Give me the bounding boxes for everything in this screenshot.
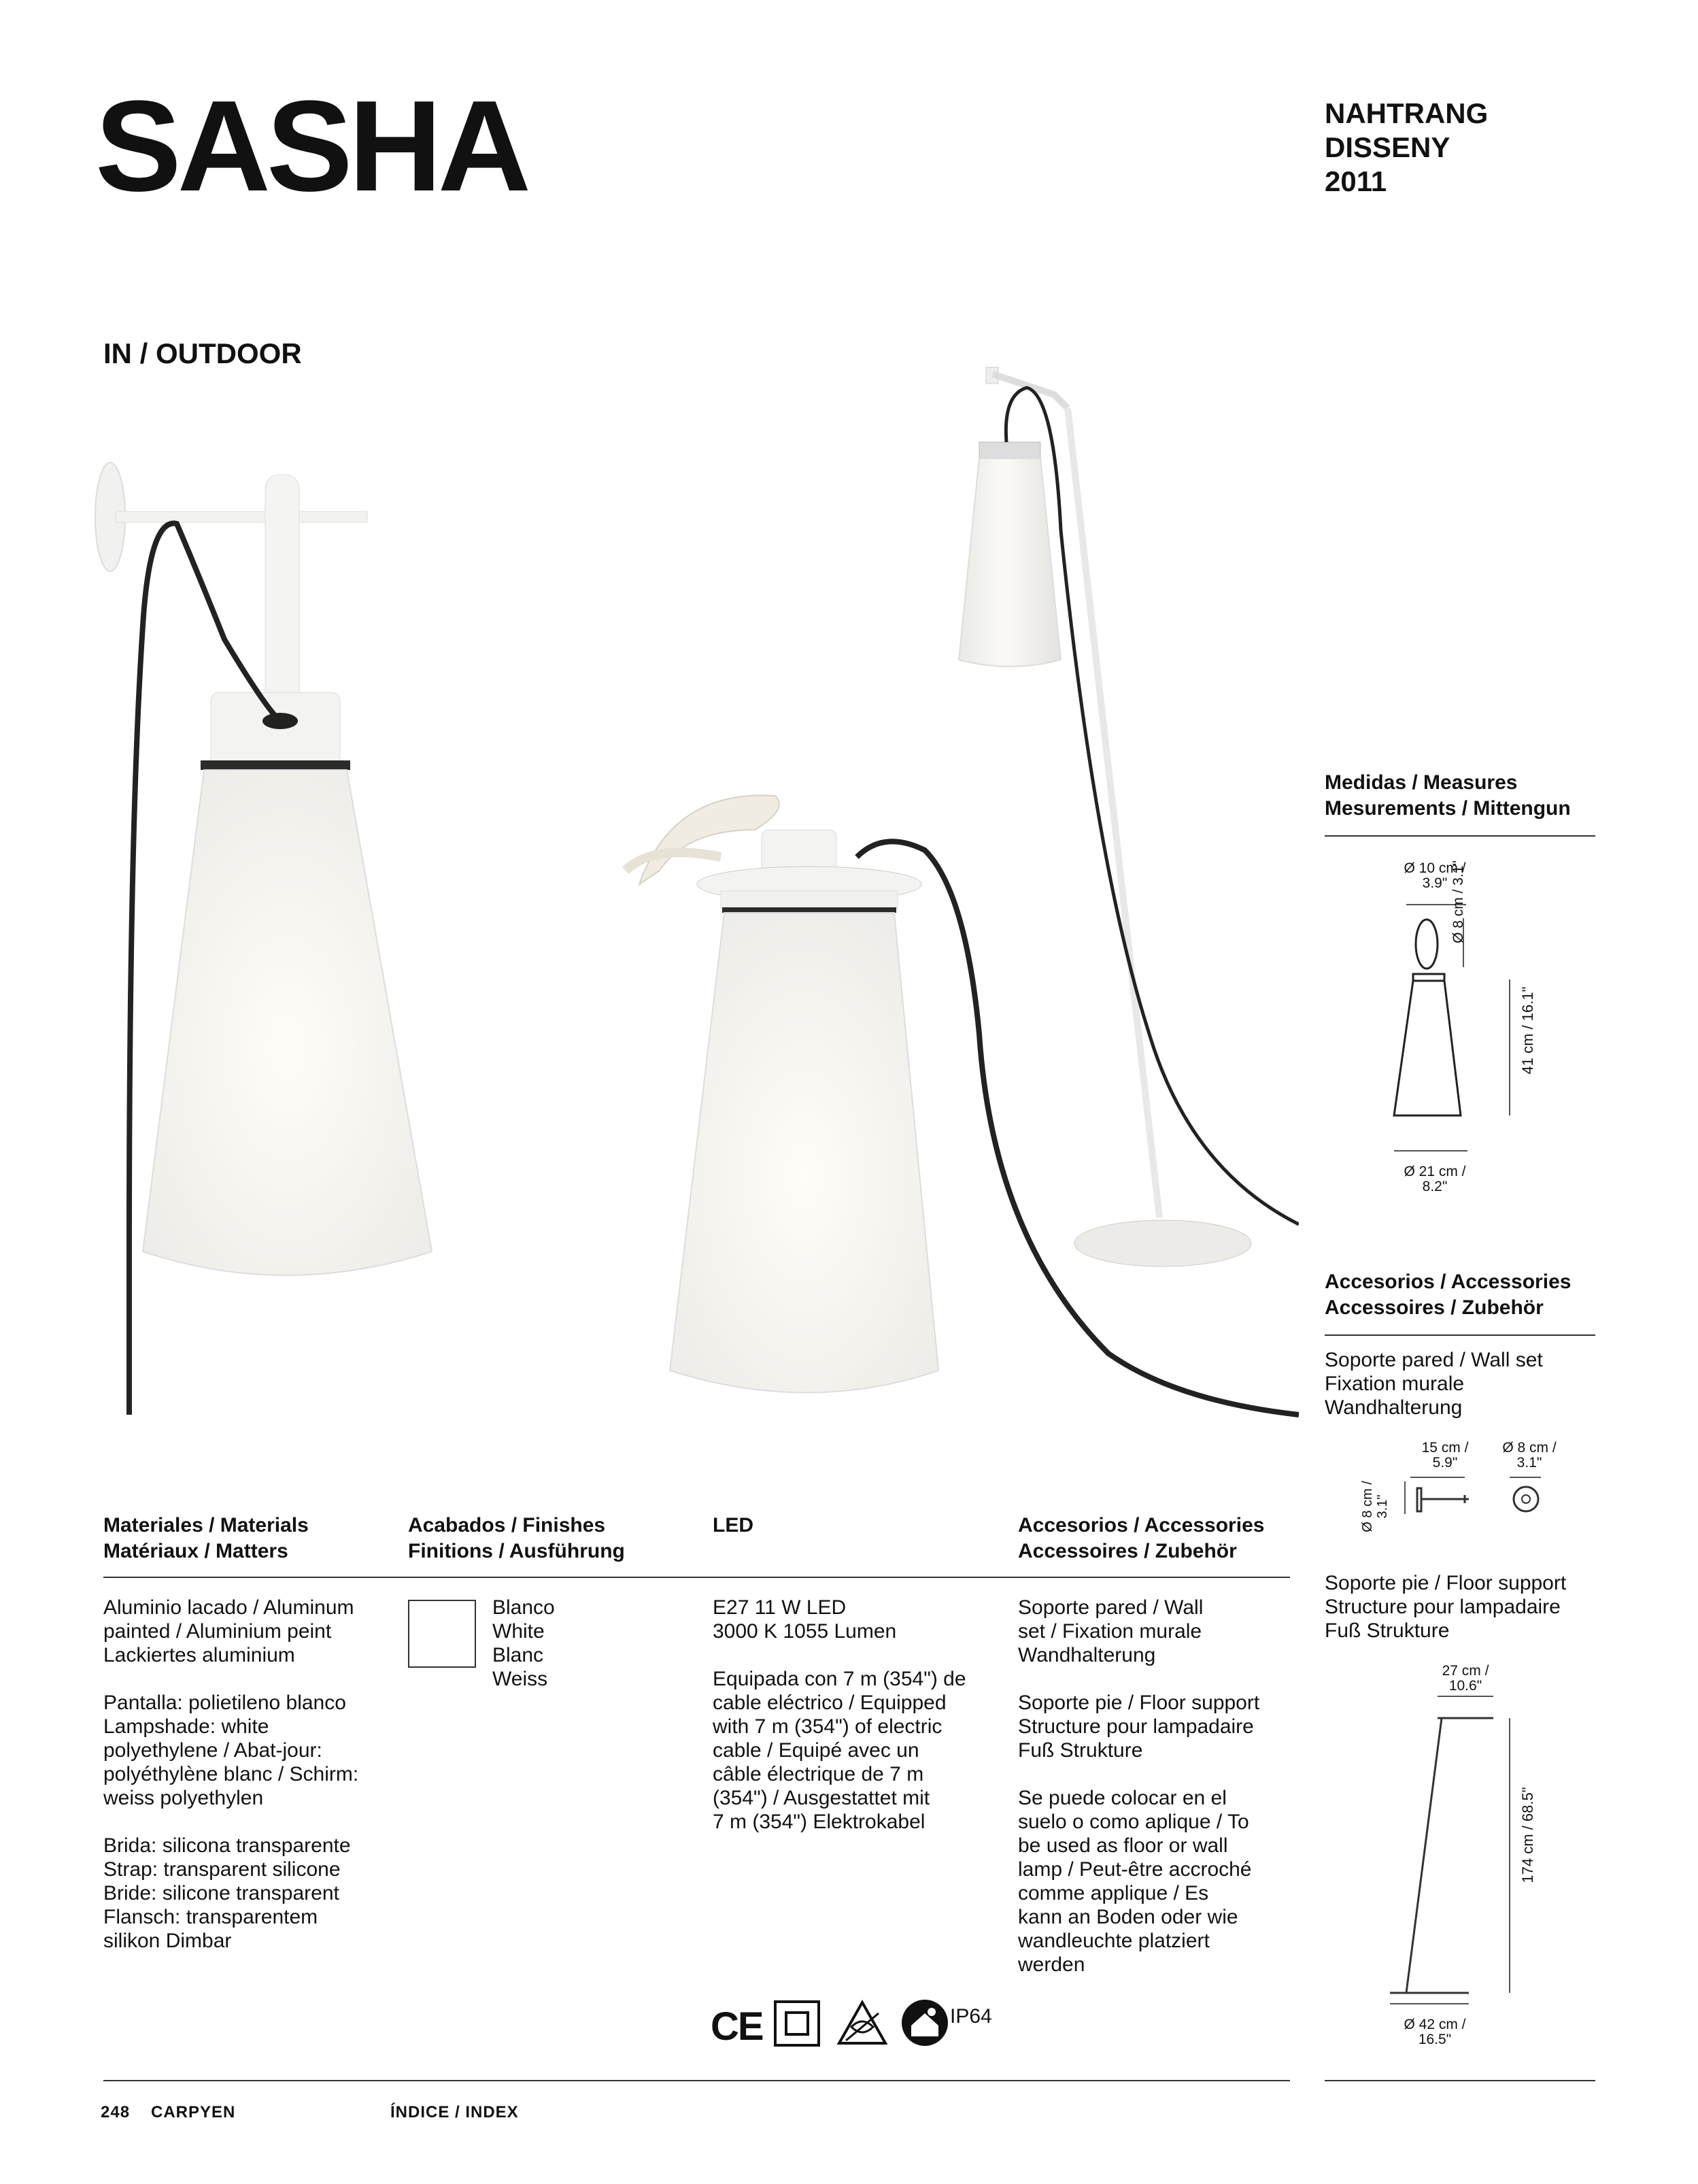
- wall-set-line1: Soporte pared / Wall set: [1325, 1349, 1543, 1371]
- materials-p2-line: Lampshade: white: [103, 1715, 269, 1738]
- finish-name-de: Weiss: [492, 1668, 548, 1690]
- accessories-p2-line: Structure pour lampadaire: [1018, 1715, 1254, 1738]
- finish-names: [492, 1596, 555, 1691]
- materials-p1-line: painted / Aluminium peint: [103, 1620, 332, 1643]
- led-p1-line: E27 11 W LED: [713, 1596, 847, 1619]
- floor-base-line2: 16.5": [1418, 2032, 1452, 2047]
- wall-length-label: [1401, 1441, 1489, 1471]
- top-diameter-label: [1387, 861, 1482, 891]
- accessories-heading: [1018, 1513, 1264, 1564]
- floor-support-line2: Structure pour lampadaire: [1325, 1596, 1561, 1618]
- materials-p1-line: Aluminio lacado / Aluminum: [103, 1596, 354, 1619]
- led-p2-line: cable eléctrico / Equipped: [713, 1692, 947, 1714]
- finishes-heading: [408, 1513, 625, 1564]
- led-text: [713, 1596, 966, 1834]
- standing-lamp-image: [959, 367, 1299, 1266]
- side-accessories-heading-line2: Accessoires / Zubehör: [1325, 1296, 1544, 1319]
- columns-divider: [103, 1577, 1290, 1578]
- materials-p2-line: polyethylene / Abat-jour:: [103, 1739, 322, 1762]
- finish-name-en: White: [492, 1620, 545, 1643]
- led-p2-line: cable / Equipé avec un: [713, 1739, 919, 1762]
- designer-name: NAHTRANG: [1325, 97, 1489, 129]
- designer-studio: DISSENY: [1325, 131, 1450, 163]
- wall-lamp-image: [95, 463, 432, 1415]
- accessories-text: [1018, 1596, 1259, 1977]
- materials-p2-line: polyéthylène blanc / Schirm:: [103, 1763, 359, 1785]
- measures-heading: [1325, 770, 1571, 822]
- floor-support-line1: Soporte pie / Floor support: [1325, 1572, 1567, 1594]
- materials-p3-line: Brida: silicona transparente: [103, 1834, 351, 1857]
- floor-lamp-image: [626, 795, 1299, 1415]
- floor-top-line2: 10.6": [1448, 1678, 1482, 1694]
- materials-heading-line2: Matériaux / Matters: [103, 1540, 288, 1562]
- led-p2-line: (354") / Ausgestattet mit: [713, 1787, 930, 1809]
- finishes-heading-line1: Acabados / Finishes: [408, 1514, 606, 1536]
- accessories-p3-line: lamp / Peut-être accroché: [1018, 1858, 1252, 1881]
- footer-divider: [103, 2080, 1290, 2081]
- materials-p1-line: Lackiertes aluminium: [103, 1644, 295, 1666]
- bottom-diameter-label: [1387, 1164, 1482, 1194]
- ring-diameter-label: Ø 8 cm / 3.1": [1450, 860, 1466, 943]
- accessories-p3-line: werden: [1018, 1953, 1085, 1976]
- materials-heading-line1: Materiales / Materials: [103, 1514, 309, 1536]
- accessories-p3-line: Se puede colocar en el: [1018, 1787, 1227, 1809]
- measures-divider: [1325, 835, 1595, 837]
- led-heading: LED: [713, 1514, 753, 1536]
- finish-name-fr: Blanc: [492, 1644, 544, 1666]
- materials-p2-line: weiss polyethylen: [103, 1787, 264, 1809]
- floor-support-description: [1325, 1571, 1566, 1643]
- wall-diameter-right-line2: 3.1": [1516, 1455, 1542, 1471]
- measures-heading-line1: Medidas / Measures: [1325, 771, 1518, 794]
- floor-support-line3: Fuß Strukture: [1325, 1619, 1450, 1642]
- side-accessories-divider: [1325, 1334, 1595, 1336]
- design-year: 2011: [1325, 165, 1387, 197]
- ip-rating: IP64: [950, 2005, 992, 2028]
- ce-mark-icon: CE: [711, 2004, 763, 2049]
- led-p2-line: Equipada con 7 m (354") de: [713, 1668, 966, 1690]
- no-cover-insulation-icon: [836, 2000, 888, 2047]
- wall-length-line1: 15 cm /: [1421, 1440, 1469, 1456]
- accessories-p3-line: comme applique / Es: [1018, 1882, 1209, 1904]
- bottom-diameter-line2: 8.2": [1422, 1179, 1448, 1194]
- led-p2-line: 7 m (354") Elektrokabel: [713, 1811, 926, 1833]
- side-accessories-heading-line1: Accesorios / Accessories: [1325, 1271, 1572, 1293]
- height-label: 41 cm / 16.1": [1519, 986, 1536, 1075]
- accessories-p3-line: wandleuchte platziert: [1018, 1930, 1210, 1952]
- floor-base-label: [1387, 2017, 1482, 2047]
- wall-diameter-left-label: Ø 8 cm / 3.1": [1360, 1481, 1390, 1532]
- page-number: 248: [101, 2103, 131, 2121]
- floor-base-line1: Ø 42 cm /: [1404, 2017, 1466, 2032]
- side-accessories-heading: [1325, 1269, 1571, 1321]
- accessories-p2-line: Soporte pie / Floor support: [1018, 1692, 1260, 1714]
- side-bottom-divider: [1325, 2080, 1595, 2081]
- product-title: SASHA: [95, 74, 528, 218]
- usage-subtitle: IN / OUTDOOR: [103, 337, 302, 369]
- accessories-p1-line: Soporte pared / Wall: [1018, 1596, 1204, 1619]
- finish-swatch-white[interactable]: [408, 1600, 476, 1668]
- materials-p2-line: Pantalla: polietileno blanco: [103, 1692, 346, 1714]
- wall-set-line3: Wandhalterung: [1325, 1396, 1463, 1419]
- floor-top-line1: 27 cm /: [1442, 1663, 1489, 1679]
- bottom-diameter-line1: Ø 21 cm /: [1404, 1164, 1466, 1179]
- accessories-p2-line: Fuß Strukture: [1018, 1739, 1143, 1762]
- accessories-p1-line: set / Fixation murale: [1018, 1620, 1202, 1643]
- product-photo: [88, 354, 1299, 1428]
- floor-height-label: 174 cm / 68.5": [1519, 1787, 1536, 1883]
- brand-name: CARPYEN: [151, 2103, 236, 2121]
- materials-p3-line: Flansch: transparentem: [103, 1906, 318, 1928]
- finishes-heading-line2: Finitions / Ausführung: [408, 1540, 625, 1562]
- materials-heading: [103, 1513, 309, 1564]
- materials-p3-line: silikon Dimbar: [103, 1930, 232, 1952]
- outdoor-use-icon: [900, 1998, 949, 2047]
- wall-set-description: [1325, 1348, 1543, 1419]
- index-link[interactable]: ÍNDICE / INDEX: [390, 2103, 519, 2121]
- led-p2-line: câble électrique de 7 m: [713, 1763, 924, 1785]
- wall-length-line2: 5.9": [1432, 1455, 1458, 1471]
- accessories-p1-line: Wandhalterung: [1018, 1644, 1156, 1666]
- led-p1-line: 3000 K 1055 Lumen: [713, 1620, 897, 1643]
- floor-top-label: [1421, 1664, 1510, 1694]
- accessories-heading-line2: Accessoires / Zubehör: [1018, 1540, 1237, 1562]
- wall-set-drawing: [1390, 1475, 1587, 1536]
- top-diameter-line2: 3.9": [1422, 875, 1448, 891]
- class-ii-icon: [773, 2000, 821, 2047]
- finish-name-es: Blanco: [492, 1596, 555, 1619]
- measures-heading-line2: Mesurements / Mittengun: [1325, 797, 1571, 820]
- designer-block: [1325, 97, 1488, 199]
- accessories-heading-line1: Accesorios / Accessories: [1018, 1514, 1265, 1536]
- materials-p3-line: Strap: transparent silicone: [103, 1858, 341, 1881]
- led-p2-line: with 7 m (354") of electric: [713, 1715, 943, 1738]
- wall-set-line2: Fixation murale: [1325, 1373, 1465, 1395]
- wall-diameter-right-label: [1485, 1441, 1574, 1471]
- materials-p3-line: Bride: silicone transparent: [103, 1882, 339, 1904]
- wall-diameter-right-line1: Ø 8 cm /: [1502, 1440, 1557, 1456]
- accessories-p3-line: be used as floor or wall: [1018, 1834, 1228, 1857]
- accessories-p3-line: kann an Boden oder wie: [1018, 1906, 1238, 1928]
- top-diameter-line1: Ø 10 cm /: [1404, 860, 1466, 876]
- accessories-p3-line: suelo o como aplique / To: [1018, 1811, 1249, 1833]
- materials-text: [103, 1596, 358, 1953]
